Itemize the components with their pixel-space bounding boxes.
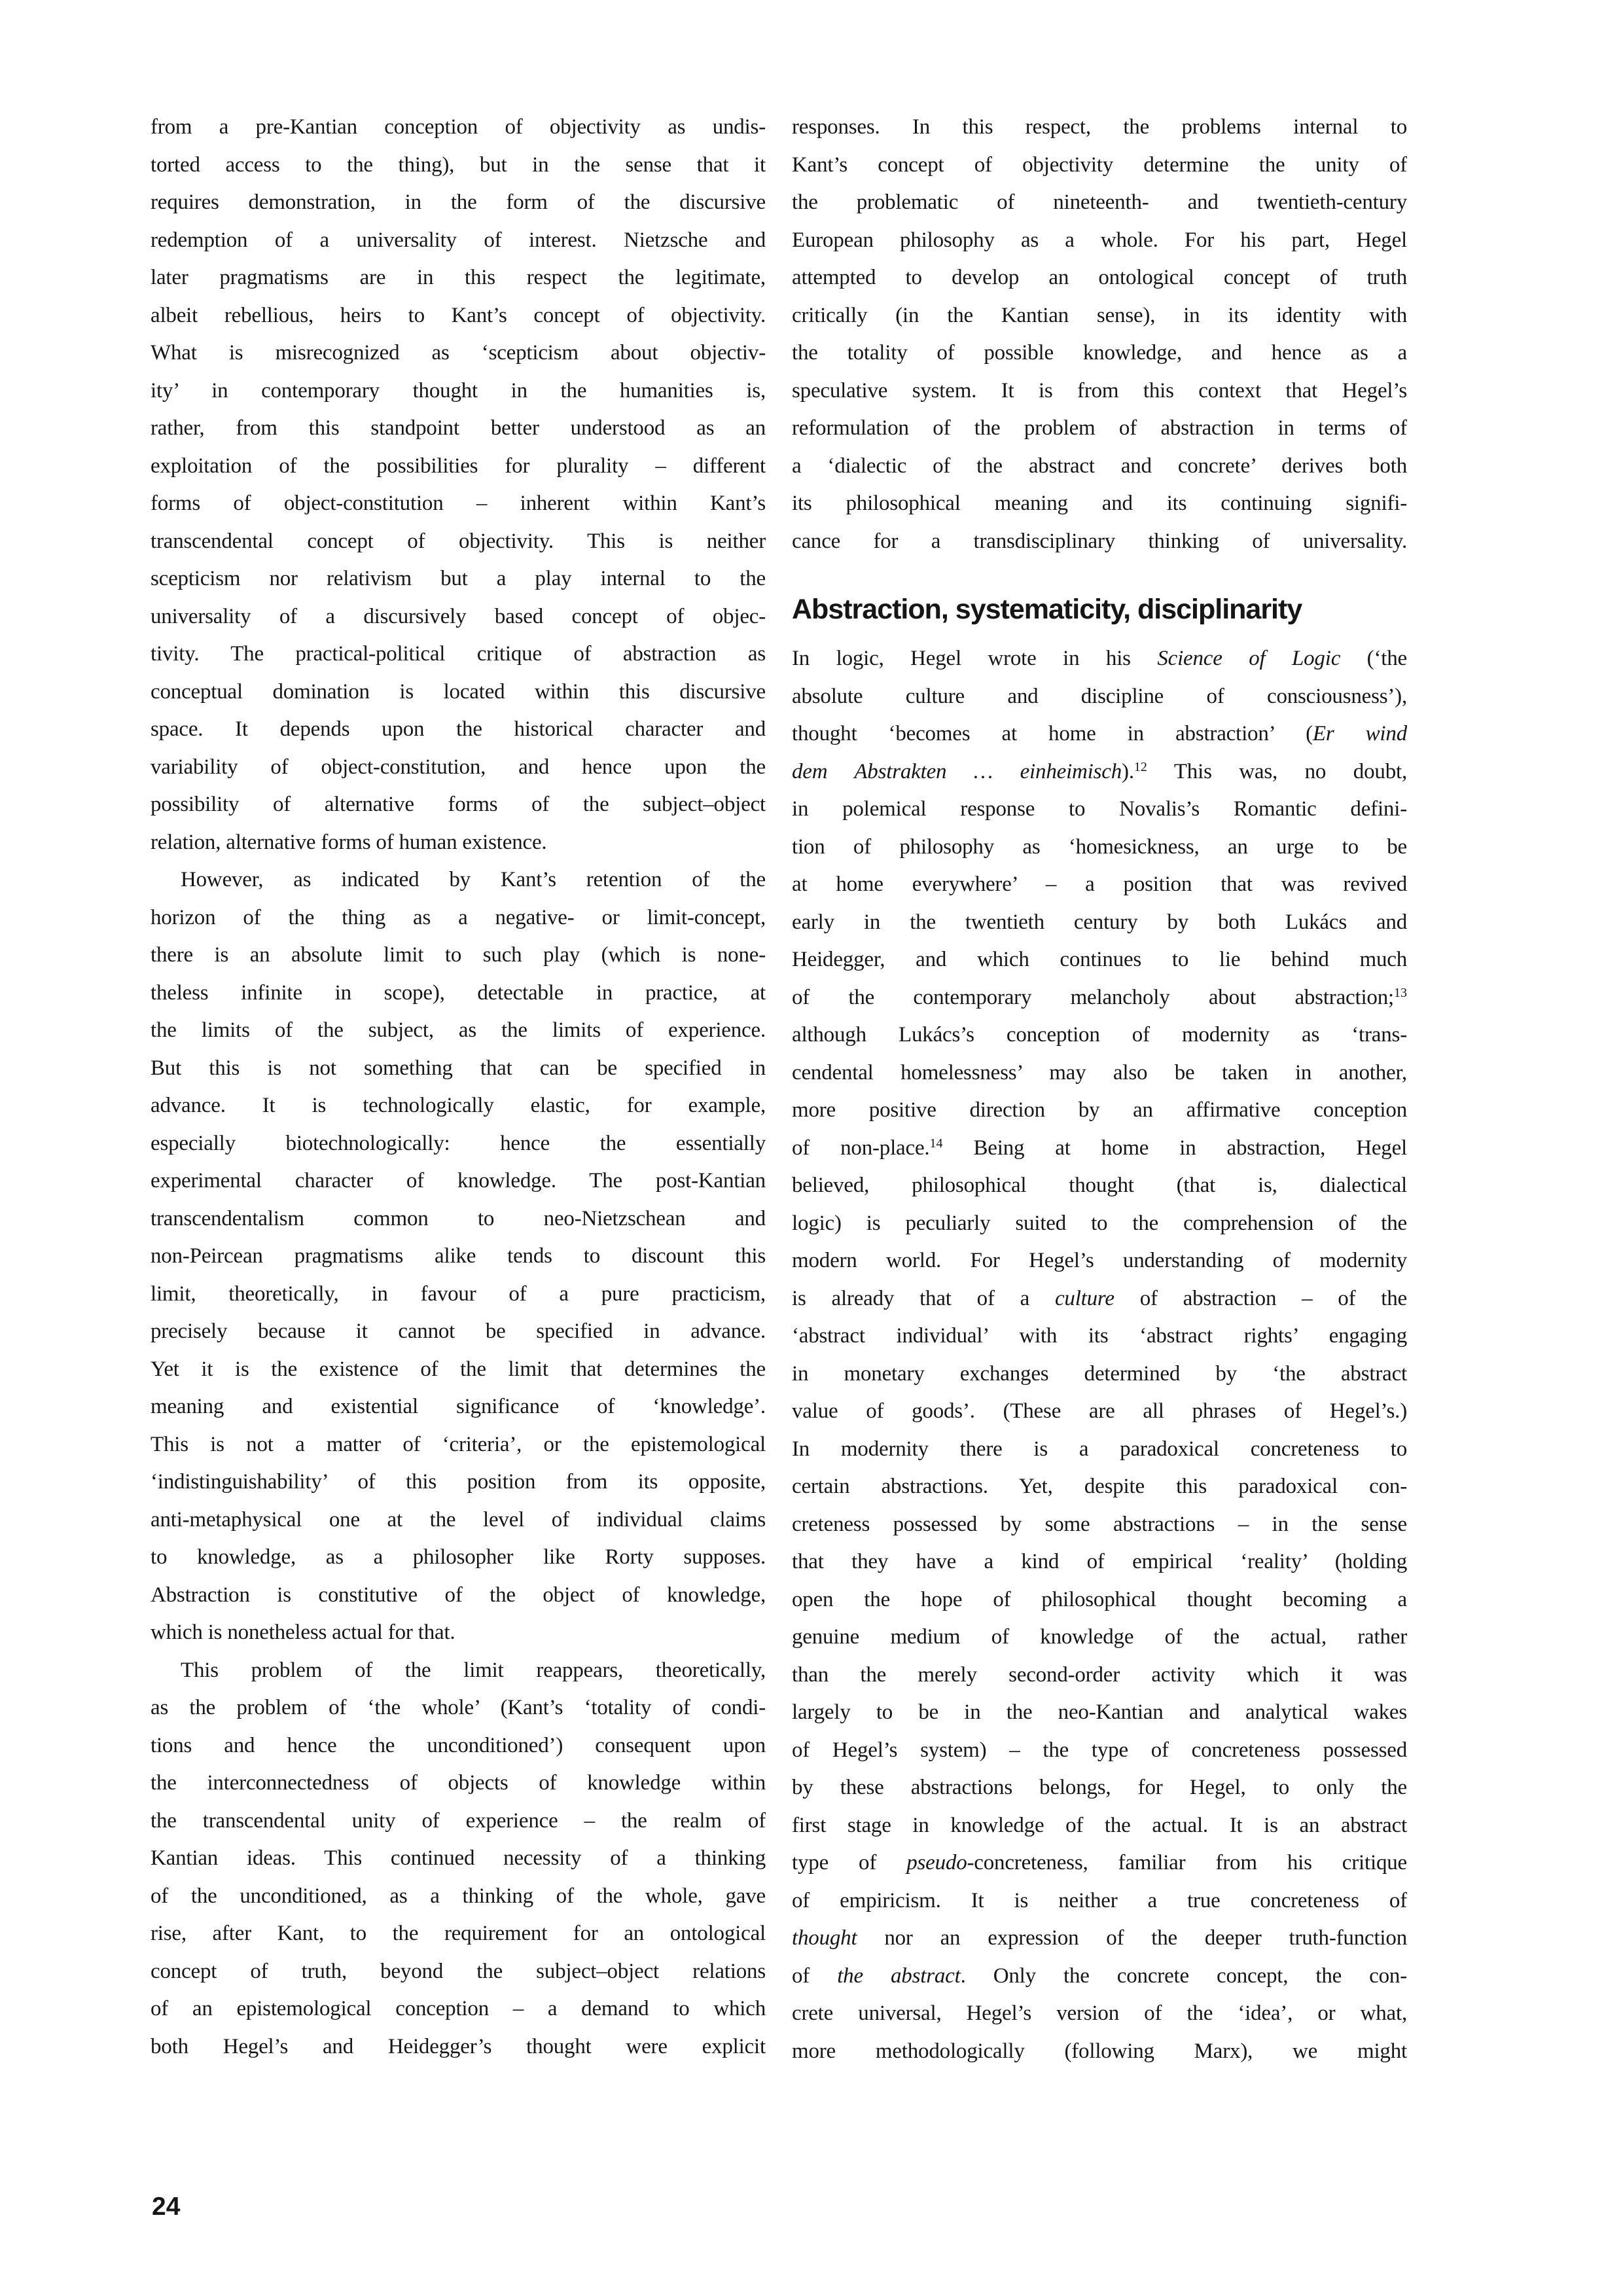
- text-line: albeit rebellious, heirs to Kant’s concept of objectivity.: [151, 303, 766, 327]
- text-line: to knowledge, as a philosopher like Rorty supposes.: [151, 1545, 766, 1569]
- footnote-reference: 14: [929, 1136, 943, 1151]
- text-line: type of pseudo-concreteness, familiar from his critique: [792, 1851, 1407, 1874]
- paragraph: [151, 109, 766, 861]
- text-line: first stage in knowledge of the actual. It is an abstract: [792, 1813, 1407, 1837]
- text-line: But this is not something that can be specified in: [151, 1056, 766, 1080]
- text-line: Kant’s concept of objectivity determine the unity of: [792, 152, 1407, 177]
- text-line: rather, from this standpoint better understood as an: [151, 416, 766, 440]
- text-line: tivity. The practical-political critique of abstraction as: [151, 642, 766, 666]
- italic-text: thought: [792, 1926, 857, 1950]
- text-line: attempted to develop an ontological concept of truth: [792, 266, 1407, 289]
- text-line: advance. It is technologically elastic, for example,: [151, 1094, 766, 1117]
- text-line: space. It depends upon the historical character and: [151, 717, 766, 741]
- text-line: early in the twentieth century by both Lukács and: [792, 910, 1407, 934]
- text-line: is already that of a culture of abstraction – of the: [792, 1286, 1407, 1310]
- text-line: variability of object-constitution, and hence upon the: [151, 755, 766, 779]
- text-line: of the unconditioned, as a thinking of the whole, gave: [151, 1884, 766, 1908]
- text-line: In modernity there is a paradoxical concreteness to: [792, 1437, 1407, 1461]
- paragraph: [792, 640, 1407, 2070]
- text-line: of the abstract. Only the concrete concept, the con-: [792, 1964, 1407, 1988]
- text-line: redemption of a universality of interest. Nietzsche and: [151, 228, 766, 252]
- text-line: there is an absolute limit to such play (which is none-: [151, 943, 766, 967]
- text-line: its philosophical meaning and its continuing signifi-: [792, 492, 1407, 515]
- text-line: universality of a discursively based concept of objec-: [151, 604, 766, 628]
- italic-text: dem Abstrakten … einheimisch: [792, 759, 1122, 783]
- text-line: crete universal, Hegel’s version of the ‘idea’, or what,: [792, 2001, 1407, 2025]
- text-line: This problem of the limit reappears, theoretically,: [181, 1658, 766, 1682]
- text-line: forms of object-constitution – inherent within Kant’s: [151, 492, 766, 515]
- text-line: scepticism nor relativism but a play internal to the: [151, 567, 766, 590]
- text-line: theless infinite in scope), detectable in practice, at: [151, 980, 766, 1005]
- text-line: thought nor an expression of the deeper truth-function: [792, 1926, 1407, 1950]
- text-line: Yet it is the existence of the limit that determines the: [151, 1357, 766, 1381]
- text-line: Kantian ideas. This continued necessity of a thinking: [151, 1846, 766, 1870]
- text-line: requires demonstration, in the form of the discursive: [151, 190, 766, 214]
- text-line: the totality of possible knowledge, and hence as a: [792, 341, 1407, 365]
- text-line: modern world. For Hegel’s understanding of modernity: [792, 1249, 1407, 1272]
- text-line: especially biotechnologically: hence the essentially: [151, 1131, 766, 1155]
- footnote-reference: 13: [1394, 985, 1407, 1000]
- text-line: In logic, Hegel wrote in his Science of Logic (‘the: [792, 647, 1407, 670]
- text-line: European philosophy as a whole. For his part, Hegel: [792, 228, 1407, 252]
- text-line: than the merely second-order activity which it was: [792, 1662, 1407, 1687]
- text-line: open the hope of philosophical thought becoming a: [792, 1587, 1407, 1611]
- italic-text: Er wind: [1312, 722, 1407, 745]
- text-line: at home everywhere’ – a position that was revived: [792, 872, 1407, 896]
- text-line: cance for a transdisciplinary thinking of universality.: [792, 529, 1407, 553]
- text-line: limit, theoretically, in favour of a pure practicism,: [151, 1282, 766, 1306]
- text-line: tions and hence the unconditioned’) consequent upon: [151, 1733, 766, 1757]
- text-line: of an epistemological conception – a demand to which: [151, 1997, 766, 2020]
- text-line: reformulation of the problem of abstraction in terms of: [792, 416, 1407, 440]
- text-line: more positive direction by an affirmative conception: [792, 1098, 1407, 1122]
- text-line: concept of truth, beyond the subject–object relations: [151, 1959, 766, 1983]
- paragraph: [792, 109, 1407, 560]
- right-column-top: [792, 109, 1407, 560]
- text-line: thought ‘becomes at home in abstraction’ (Er wind: [792, 722, 1407, 745]
- italic-text: culture: [1054, 1286, 1115, 1310]
- text-line: conceptual domination is located within this discursive: [151, 679, 766, 704]
- text-line: in monetary exchanges determined by ‘the abstract: [792, 1361, 1407, 1386]
- text-line: of Hegel’s system) – the type of concreteness possessed: [792, 1738, 1407, 1762]
- right-column: [792, 109, 1407, 2070]
- text-line: ‘abstract individual’ with its ‘abstract rights’ engaging: [792, 1324, 1407, 1348]
- paragraph: [151, 861, 766, 1652]
- text-line: ‘indistinguishability’ of this position from its opposite,: [151, 1470, 766, 1494]
- section-heading: Abstraction, systematicity, disciplinarity: [792, 594, 1302, 625]
- text-line: speculative system. It is from this context that Hegel’s: [792, 378, 1407, 403]
- text-line: that they have a kind of empirical ‘reality’ (holding: [792, 1550, 1407, 1573]
- text-line: experimental character of knowledge. The post-Kantian: [151, 1169, 766, 1193]
- left-column: [151, 109, 766, 2066]
- text-line: meaning and existential significance of ‘knowledge’.: [151, 1395, 766, 1418]
- text-line: absolute culture and discipline of consciousness’),: [792, 684, 1407, 708]
- text-line: non-Peircean pragmatisms alike tends to discount this: [151, 1244, 766, 1268]
- text-line: the transcendental unity of experience – the realm of: [151, 1808, 766, 1833]
- text-line: cendental homelessness’ may also be taken in another,: [792, 1060, 1407, 1085]
- text-line: in polemical response to Novalis’s Romantic defini-: [792, 797, 1407, 821]
- text-line: Abstraction is constitutive of the object of knowledge,: [151, 1583, 766, 1607]
- right-column-bottom: [792, 640, 1407, 2070]
- italic-text: pseudo: [906, 1851, 967, 1874]
- footnote-reference: 12: [1133, 759, 1147, 774]
- text-line: responses. In this respect, the problems internal to: [792, 115, 1407, 139]
- text-line: horizon of the thing as a negative- or limit-concept,: [151, 905, 766, 929]
- text-line: creteness possessed by some abstractions – in the sense: [792, 1512, 1407, 1536]
- text-line: exploitation of the possibilities for plurality – different: [151, 454, 766, 478]
- text-line: Heidegger, and which continues to lie behind much: [792, 948, 1407, 971]
- text-line: dem Abstrakten … einheimisch).$^{12}$ This was, no doubt,: [792, 759, 1407, 783]
- text-line: logic) is peculiarly suited to the comprehension of the: [792, 1211, 1407, 1235]
- text-line: tion of philosophy as ‘homesickness, an urge to be: [792, 834, 1407, 859]
- text-line: certain abstractions. Yet, despite this paradoxical con-: [792, 1475, 1407, 1498]
- text-line: transcendentalism common to neo-Nietzschean and: [151, 1206, 766, 1230]
- text-line: of the contemporary melancholy about abstraction;$^{13}$: [792, 985, 1407, 1009]
- italic-text: the abstract: [837, 1964, 961, 1988]
- italic-text: Science of Logic: [1157, 647, 1341, 670]
- text-line: the limits of the subject, as the limits of experience.: [151, 1018, 766, 1042]
- text-line: the problematic of nineteenth- and twentieth-century: [792, 190, 1407, 214]
- text-line: transcendental concept of objectivity. This is neither: [151, 529, 766, 553]
- text-line: largely to be in the neo-Kantian and analytical wakes: [792, 1700, 1407, 1724]
- text-line: more methodologically (following Marx), we might: [792, 2039, 1407, 2063]
- text-line: What is misrecognized as ‘scepticism about objectiv-: [151, 341, 766, 365]
- text-line: believed, philosophical thought (that is, dialectical: [792, 1174, 1407, 1197]
- text-line: of non-place.$^{14}$ Being at home in abstraction, Hegel: [792, 1136, 1407, 1160]
- text-line: relation, alternative forms of human existence.: [151, 830, 547, 854]
- page-number: 24: [152, 2193, 181, 2221]
- text-line: ity’ in contemporary thought in the humanities is,: [151, 378, 766, 403]
- text-line: torted access to the thing), but in the sense that it: [151, 152, 766, 177]
- paragraph: [151, 1652, 766, 2066]
- text-line: the interconnectedness of objects of knowledge within: [151, 1771, 766, 1795]
- text-line: of empiricism. It is neither a true concreteness of: [792, 1888, 1407, 1912]
- text-line: precisely because it cannot be specified in advance.: [151, 1319, 766, 1343]
- text-line: later pragmatisms are in this respect the legitimate,: [151, 266, 766, 289]
- text-line: which is nonetheless actual for that.: [151, 1621, 455, 1644]
- text-line: from a pre-Kantian conception of objectivity as undis-: [151, 115, 766, 139]
- text-line: possibility of alternative forms of the subject–object: [151, 793, 766, 816]
- text-line: genuine medium of knowledge of the actual, rather: [792, 1625, 1407, 1649]
- text-line: by these abstractions belongs, for Hegel, to only the: [792, 1776, 1407, 1799]
- text-line: both Hegel’s and Heidegger’s thought were explicit: [151, 2034, 766, 2058]
- text-line: However, as indicated by Kant’s retention of the: [181, 868, 766, 891]
- text-line: although Lukács’s conception of modernity as ‘trans-: [792, 1023, 1407, 1047]
- text-line: rise, after Kant, to the requirement for an ontological: [151, 1922, 766, 1945]
- text-line: as the problem of ‘the whole’ (Kant’s ‘totality of condi-: [151, 1696, 766, 1719]
- text-line: critically (in the Kantian sense), in its identity with: [792, 303, 1407, 327]
- text-line: anti-metaphysical one at the level of individual claims: [151, 1507, 766, 1532]
- text-line: This is not a matter of ‘criteria’, or the epistemological: [151, 1432, 766, 1456]
- text-line: value of goods’. (These are all phrases of Hegel’s.): [792, 1399, 1407, 1423]
- text-line: a ‘dialectic of the abstract and concrete’ derives both: [792, 454, 1407, 478]
